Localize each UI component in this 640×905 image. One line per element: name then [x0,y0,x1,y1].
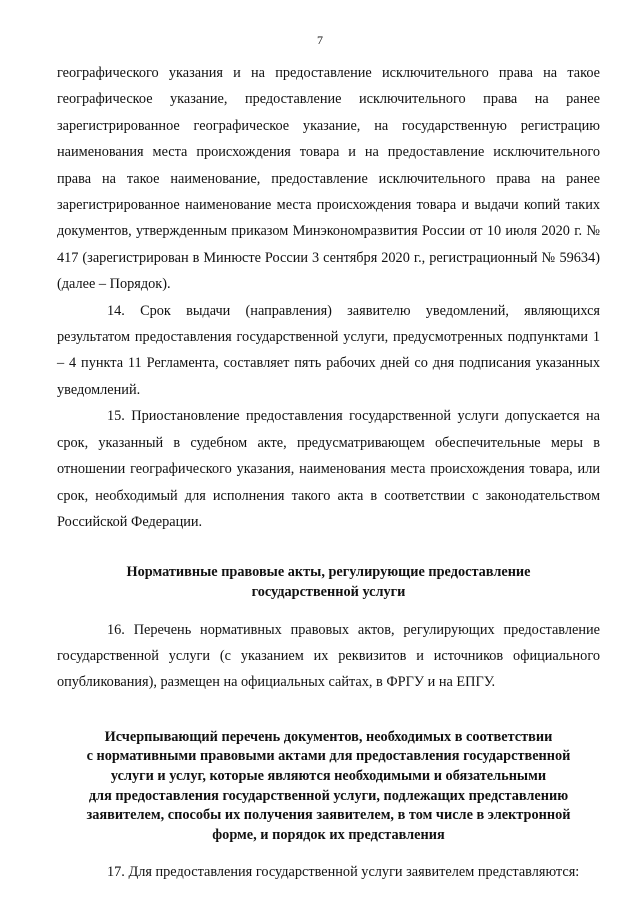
heading-line: с нормативными правовыми актами для предоставления государственной [86,748,571,765]
paragraph-17: 17. Для предоставления государственной услуги заявителем представляются: [107,864,580,881]
section-heading-normative-acts [57,563,600,602]
heading-line: услуги и услуг, которые являются необходимыми и обязательными [110,767,547,784]
heading-line: государственной услуги [251,583,406,600]
section-heading-documents [57,728,600,846]
heading-line: Исчерпывающий перечень документов, необходимых в соответствии [104,728,553,745]
heading-line: форме, и порядок их представления [212,826,445,843]
intro-paragraph: географического указания и на предоставление исключительного права на такое географическое указание, предоставление исключительного права на ранее зарегистрированное географическое указание, на государственную регистрацию наименования места происхождения товара и на предоставление исключительного права на такое наименование, предоставление исключительного права на ранее зарегистрированное наименование места происхождения товара и выдачи копий таких документов, утвержденным приказом Минэкономразвития России от 10 июля 2020 г. № 417 (зарегистрирован в Минюсте России 3 сентября 2020 г., регистрационный № 59634) (далее – Порядок). [57,65,600,293]
paragraph-14: 14. Срок выдачи (направления) заявителю уведомлений, являющихся результатом предоставления государственной услуги, предусмотренных подпунктами 1 – 4 пункта 11 Регламента, составляет пять рабочих дней со дня подписания указанных уведомлений. [57,302,600,398]
heading-line: Нормативные правовые акты, регулирующие предоставление [126,564,531,581]
heading-line: заявителем, способы их получения заявителем, в том числе в электронной [86,807,571,824]
page-number: 7 [317,33,323,47]
paragraph-16: 16. Перечень нормативных правовых актов, регулирующих предоставление государственной услуги (с указанием их реквизитов и источников официального опубликования), размещен на официальных сайтах, в ФРГУ и на ЕПГУ. [57,621,600,691]
document-body [57,60,600,886]
paragraph-15: 15. Приостановление предоставления государственной услуги допускается на срок, указанный в судебном акте, предусматривающем обеспечительные меры в отношении географического указания, наименования места происхождения товара, или срок, необходимый для исполнения такого акта в соответствии с законодательством Российской Федерации. [57,408,600,530]
heading-line: для предоставления государственной услуги, подлежащих представлению [88,787,569,804]
